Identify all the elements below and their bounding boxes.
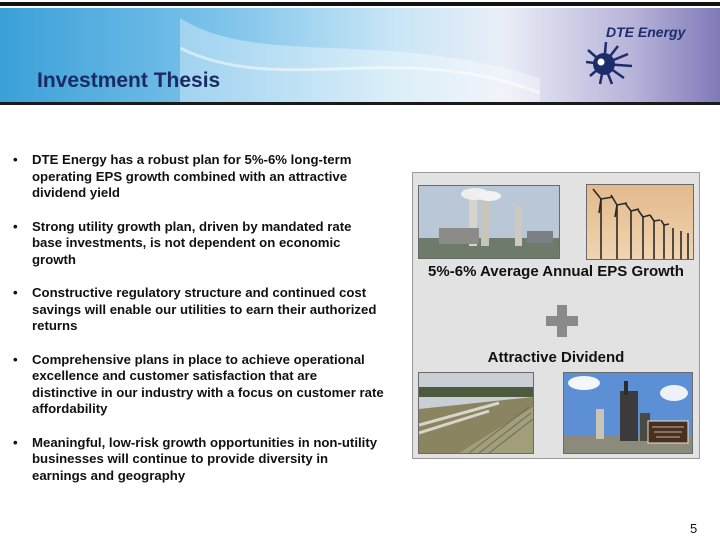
- wind-turbines-photo: [586, 184, 694, 260]
- investment-bullets: [12, 152, 384, 501]
- page-title: Investment Thesis: [37, 69, 221, 92]
- bullet-text: Strong utility growth plan, driven by mandated rate base investments, is not dependent on economic growth: [32, 218, 352, 267]
- bullet-item: • Constructive regulatory structure and continued cost savings will enable our utilities to earn their authorized returns: [13, 285, 377, 333]
- bullet-text: DTE Energy has a robust plan for 5%-6% long-term operating EPS growth combined with an attractive dividend yield: [32, 152, 352, 200]
- power-plant-photo: [418, 185, 560, 259]
- plus-icon: [545, 304, 579, 343]
- bullet-text: Constructive regulatory structure and continued cost savings will enable our utilities to earn their authorized returns: [32, 285, 377, 333]
- company-logo-icon: [584, 40, 636, 91]
- bullet-item: • Meaningful, low-risk growth opportunities in non-utility businesses will continue to provide diversity in earnings and geography: [13, 434, 378, 483]
- header-rule: [0, 102, 720, 105]
- biomass-plant-photo: [563, 372, 693, 454]
- pipeline-photo: [418, 372, 534, 454]
- company-logo-text: DTE Energy: [606, 24, 686, 40]
- bullet-text: Meaningful, low-risk growth opportunities in non-utility businesses will continue to provide diversity in earnings and geography: [32, 434, 378, 483]
- top-rule: [0, 2, 720, 6]
- page-number: 5: [690, 521, 698, 536]
- eps-growth-label: 5%-6% Average Annual EPS Growth: [428, 263, 684, 280]
- bullet-item: • DTE Energy has a robust plan for 5%-6% long-term operating EPS growth combined with an attractive dividend yield: [13, 152, 352, 200]
- bullet-text: Comprehensive plans in place to achieve operational excellence and customer satisfaction that are distinctive in our industry with a focus on customer rate affordability: [32, 351, 384, 416]
- bullet-item: • Comprehensive plans in place to achieve operational excellence and customer satisfaction that are distinctive in our industry with a focus on customer rate affordability: [13, 351, 384, 416]
- dividend-label: Attractive Dividend: [487, 349, 625, 366]
- bullet-item: • Strong utility growth plan, driven by mandated rate base investments, is not dependent on economic growth: [13, 218, 352, 267]
- header-wave-graphic: [180, 8, 540, 102]
